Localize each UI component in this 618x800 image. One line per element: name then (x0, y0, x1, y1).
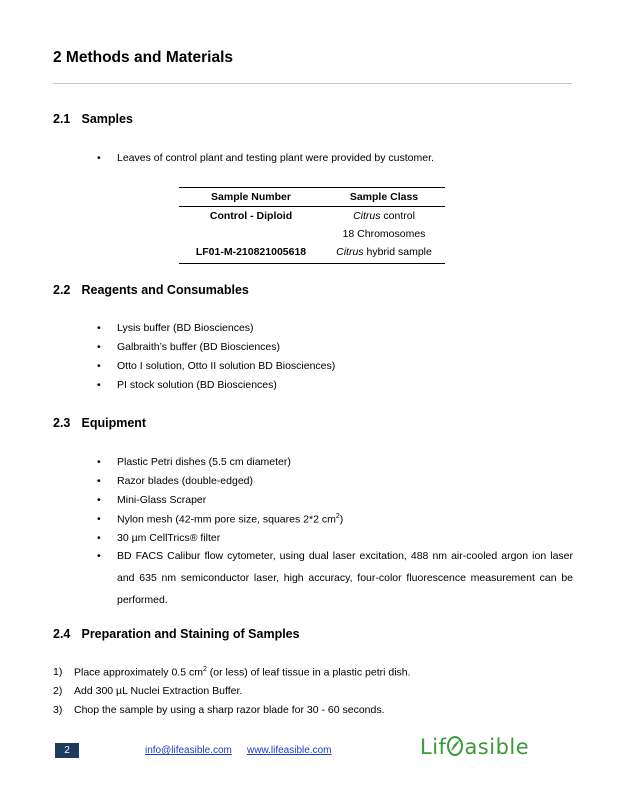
species-name: Citrus (336, 246, 364, 258)
superscript: 2 (202, 666, 207, 673)
table-header-sample-number: Sample Number (211, 191, 291, 203)
table-cell-class (323, 210, 445, 222)
company-logo (420, 735, 529, 761)
email-link[interactable]: info@lifeasible.com (145, 745, 232, 756)
step-number: 3) (53, 704, 63, 716)
bullet-icon: • (97, 513, 101, 525)
table-cell-class (323, 246, 445, 258)
list-item-text: Razor blades (double-edged) (117, 475, 254, 487)
section-title: Preparation and Staining of Samples (81, 627, 300, 641)
section-number: 2.4 (53, 627, 71, 641)
bullet-icon: • (97, 379, 101, 391)
section-title: Reagents and Consumables (81, 283, 249, 297)
bullet-icon: • (97, 550, 101, 562)
bullet-icon: • (97, 322, 101, 334)
bullet-icon: • (97, 152, 101, 164)
step-number: 2) (53, 685, 63, 697)
section-number: 2.2 (53, 283, 71, 297)
page-number-badge: 2 (55, 743, 79, 758)
step-number: 1) (53, 666, 63, 678)
bullet-icon: • (97, 456, 101, 468)
list-item-text: Leaves of control plant and testing plant were provided by customer. (117, 152, 434, 164)
bullet-icon: • (97, 341, 101, 353)
step-text (74, 666, 411, 679)
section-title: Equipment (81, 416, 147, 430)
class-text: hybrid sample (363, 246, 432, 258)
page-title: 2 Methods and Materials (53, 49, 234, 66)
logo-text-left: Lif (420, 735, 447, 759)
nylon-text: Nylon mesh (42-mm pore size, squares 2*2 cm (117, 513, 336, 526)
list-item-text: PI stock solution (BD Biosciences) (117, 379, 277, 391)
section-title: Samples (81, 112, 133, 126)
bullet-icon: • (97, 475, 101, 487)
list-item-text: Mini-Glass Scraper (117, 494, 207, 506)
superscript: 2 (335, 513, 340, 520)
list-item-text: Lysis buffer (BD Biosciences) (117, 322, 254, 334)
title-divider (53, 83, 572, 84)
table-header-sample-class: Sample Class (349, 191, 419, 203)
table-bottom-rule (179, 263, 445, 264)
step-text-main: Place approximately 0.5 cm (74, 666, 203, 679)
list-item-text: Plastic Petri dishes (5.5 cm diameter) (117, 456, 291, 468)
bullet-icon: • (97, 532, 101, 544)
website-link[interactable]: www.lifeasible.com (247, 745, 332, 756)
bullet-icon: • (97, 494, 101, 506)
species-name: Citrus (353, 210, 381, 222)
class-text: control (380, 210, 415, 222)
facs-description: BD FACS Calibur flow cytometer, using dual laser excitation, 488 nm air-cooled argon ion laser and 635 nm semiconductor laser, high accuracy, four-color fluorescence measurement can be performed. (117, 550, 573, 606)
section-number: 2.1 (53, 112, 71, 126)
table-cell-class: 18 Chromosomes (342, 228, 426, 240)
step-text: Add 300 µL Nuclei Extraction Buffer. (74, 685, 243, 697)
list-item-text (117, 513, 343, 526)
bullet-icon: • (97, 360, 101, 372)
table-header-rule (179, 206, 445, 207)
step-text-rest: (or less) of leaf tissue in a plastic petri dish. (206, 666, 411, 679)
section-heading-reagents (53, 283, 249, 297)
closing-paren: ) (339, 513, 344, 526)
leaf-icon (446, 736, 464, 761)
logo-text-right: asible (464, 735, 530, 759)
section-number: 2.3 (53, 416, 71, 430)
list-item-text: Galbraith’s buffer (BD Biosciences) (117, 341, 281, 353)
section-heading-equipment (53, 416, 146, 430)
step-text: Chop the sample by using a sharp razor blade for 30 - 60 seconds. (74, 704, 385, 716)
list-item-text: 30 µm CellTrics® filter (117, 532, 221, 544)
list-item-text: Otto I solution, Otto II solution BD Biosciences) (117, 360, 336, 372)
section-heading-samples (53, 112, 133, 126)
section-heading-preparation (53, 627, 300, 641)
table-cell-number: LF01-M-210821005618 (195, 246, 307, 258)
table-top-rule (179, 187, 445, 188)
table-cell-number: Control - Diploid (209, 210, 293, 222)
